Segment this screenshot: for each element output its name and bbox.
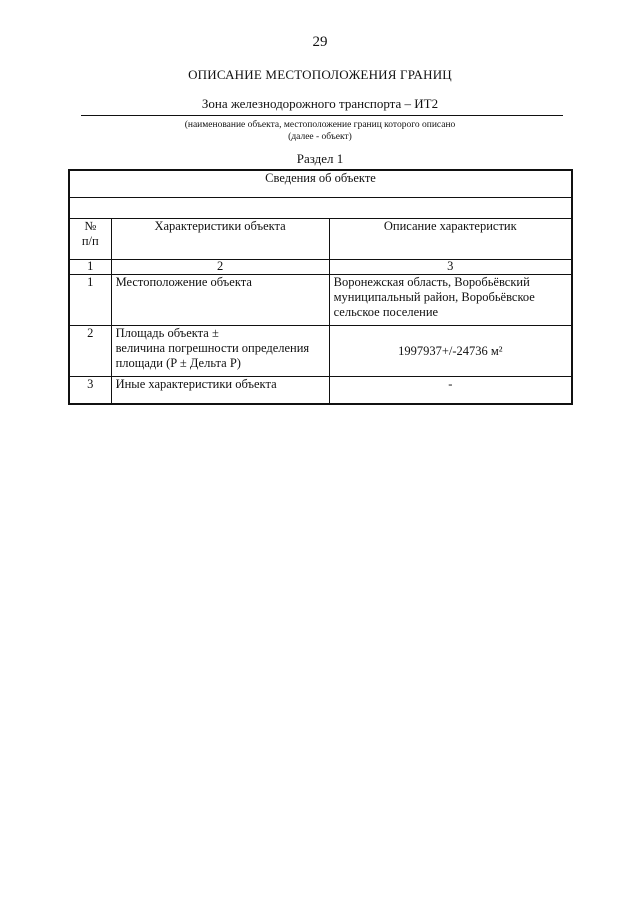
row-3-description: - [329, 377, 572, 405]
page-number: 29 [312, 34, 328, 50]
object-info-table [68, 169, 573, 405]
row-3-characteristic: Иные характеристики объекта [111, 377, 329, 405]
table-blank-cell [69, 198, 572, 219]
row-3-num: 3 [69, 377, 111, 405]
table-row [69, 377, 572, 405]
row-2-characteristic-line-2: величина погрешности определения [115, 341, 310, 355]
row-1-description: Воронежская область, Воробьёвский муниципальный район, Воробьёвское сельское поселение [329, 275, 572, 326]
header-description: Описание характеристик [329, 219, 572, 260]
row-1-num: 1 [69, 275, 111, 326]
header-characteristics: Характеристики объекта [111, 219, 329, 260]
row-1-characteristic: Местоположение объекта [111, 275, 329, 326]
row-2-num: 2 [69, 326, 111, 377]
row-2-characteristic-line-3: площади (P ± Дельта P) [115, 356, 241, 370]
table-heading-row [69, 170, 572, 198]
table-heading: Сведения об объекте [69, 170, 572, 198]
object-caption-line-1: (наименование объекта, местоположение границ которого описано [184, 120, 456, 130]
row-2-description: 1997937+/-24736 м² [329, 326, 572, 377]
index-cell-2: 2 [111, 260, 329, 275]
row-2-characteristic-line-1: Площадь объекта ± [115, 326, 219, 340]
table-row [69, 275, 572, 326]
table-index-row [69, 260, 572, 275]
index-cell-1: 1 [69, 260, 111, 275]
object-caption [0, 119, 640, 143]
header-num-line-1: № [84, 219, 97, 233]
row-2-characteristic [111, 326, 329, 377]
object-caption-line-2: (далее - объект) [288, 132, 352, 142]
object-name: Зона железнодорожного транспорта – ИТ2 [201, 96, 439, 111]
header-num [69, 219, 111, 260]
table-blank-row [69, 198, 572, 219]
index-cell-3: 3 [329, 260, 572, 275]
table-header-row [69, 219, 572, 260]
object-name-underline [81, 115, 563, 116]
document-title: ОПИСАНИЕ МЕСТОПОЛОЖЕНИЯ ГРАНИЦ [188, 67, 452, 82]
table-row [69, 326, 572, 377]
header-num-line-2: п/п [81, 234, 99, 248]
section-title: Раздел 1 [296, 151, 344, 166]
